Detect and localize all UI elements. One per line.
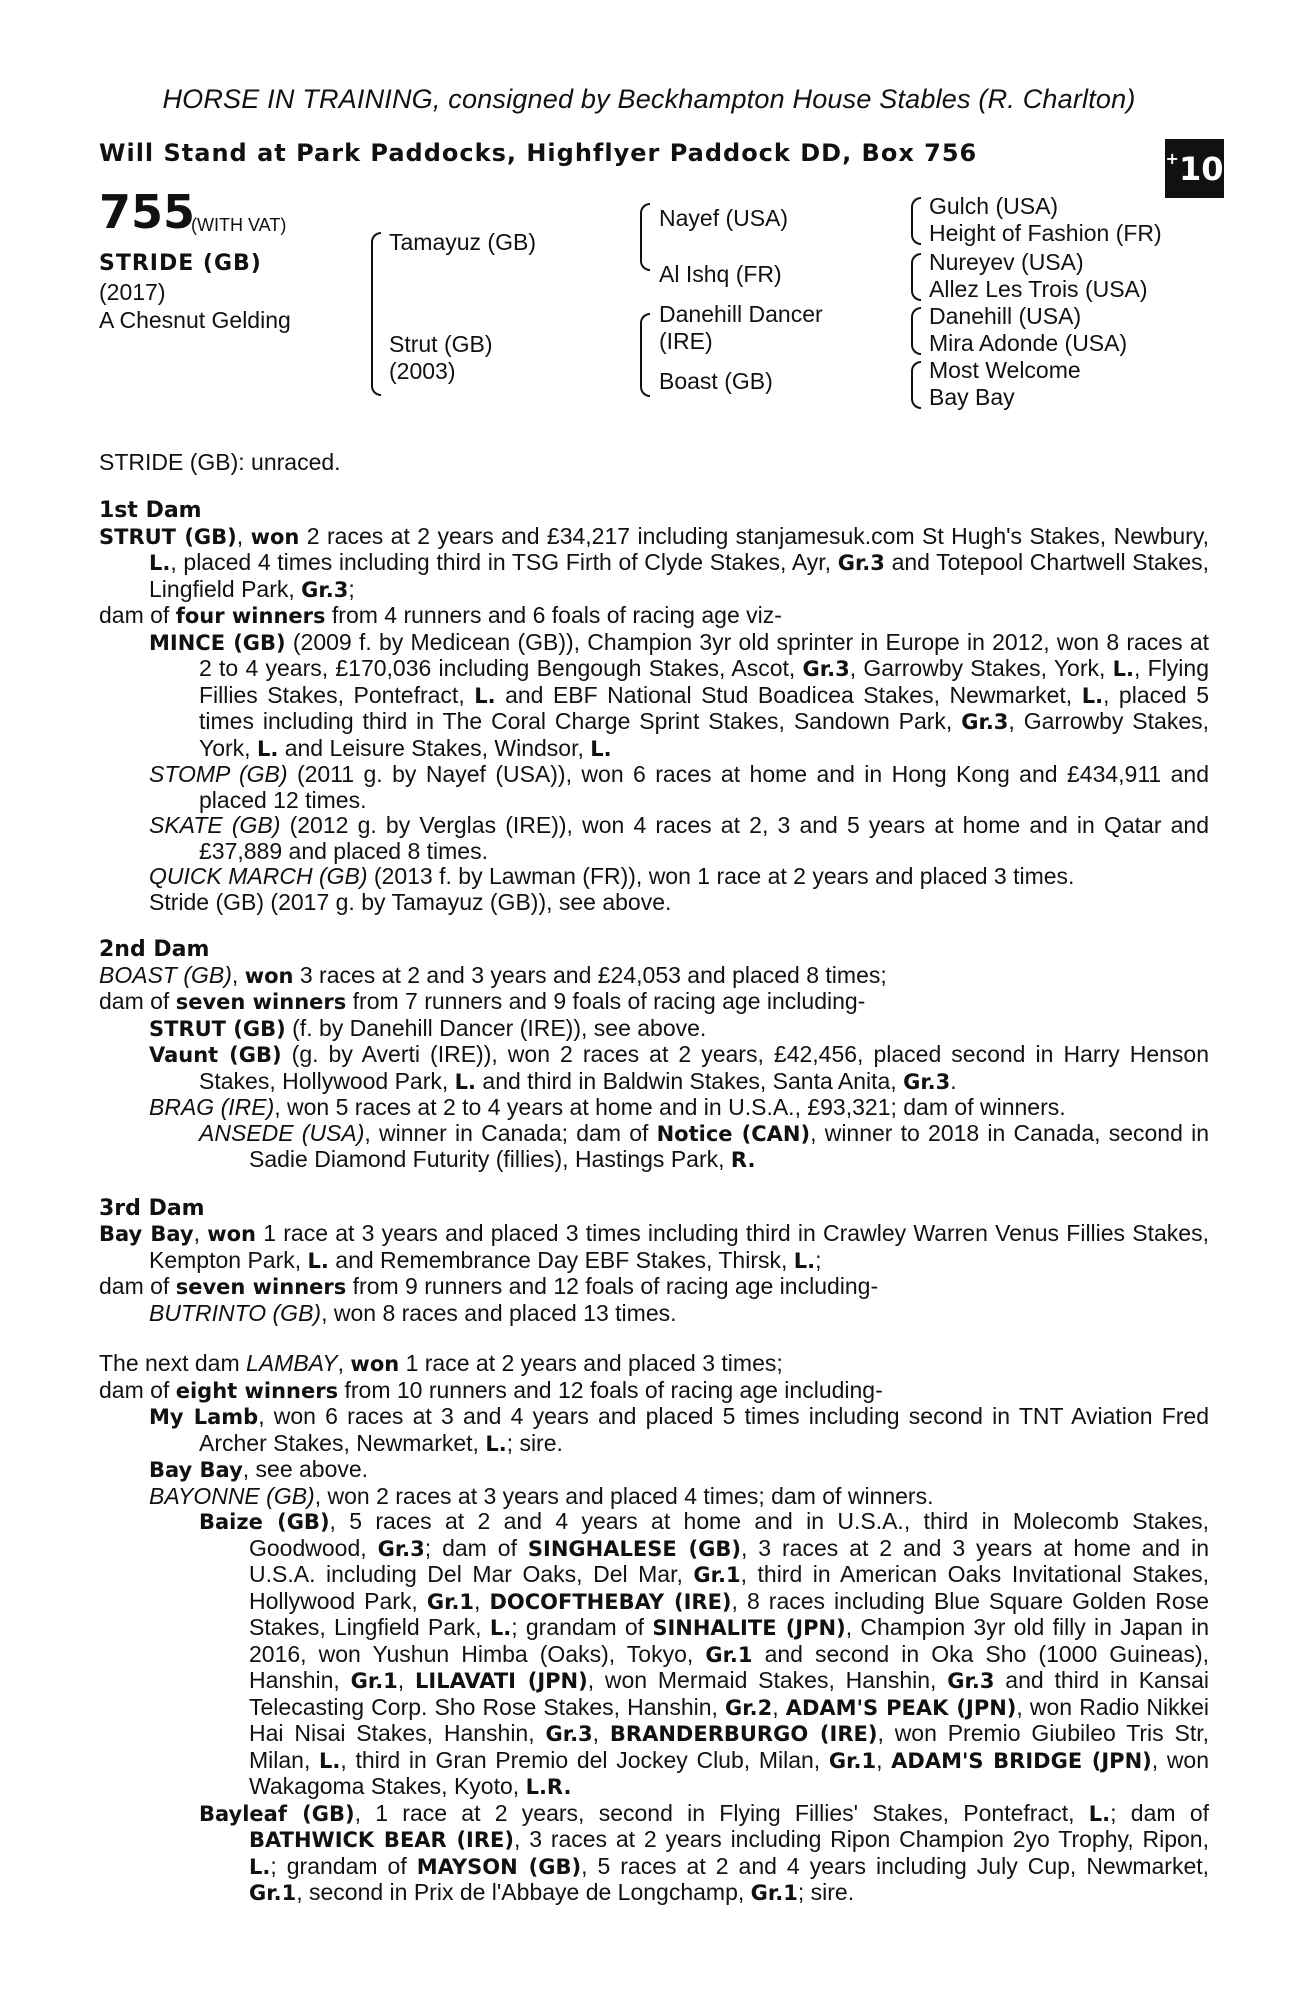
text-run: 1 race at 3 years and placed 3 times including third in Crawley Warren Venus Fillies Stakes, Kempton Park, <box>149 1220 1209 1273</box>
text-run: ; grandam of <box>511 1614 645 1640</box>
race-grade: L. <box>307 1248 329 1273</box>
ped-sss: Gulch (USA) <box>929 193 1059 219</box>
horse-year: (2017) <box>99 279 166 305</box>
next-dam-produce-summary <box>99 1378 1209 1405</box>
text-run: and Totepool Chartwell Stakes, Lingfield Park, <box>149 549 1210 602</box>
text-run: ANSEDE (USA) <box>199 1119 365 1146</box>
produce-bayleaf <box>99 1801 1209 1907</box>
race-grade: L. <box>1112 657 1135 681</box>
race-grade: L.R. <box>525 1775 572 1799</box>
text-run: dam of <box>99 1273 170 1299</box>
produce-ansede <box>99 1121 1209 1174</box>
text-run: , Flying Fillies Stakes, Pontefract, <box>199 655 1209 708</box>
text-run: , placed 5 times including third in The Coral Charge Sprint Stakes, Sandown Park, <box>199 681 1210 734</box>
text-run: , won Premio Giubileo Tris Str, Milan, <box>249 1720 1210 1773</box>
second-dam-produce-summary <box>99 989 1209 1016</box>
race-grade: L. <box>485 1431 507 1456</box>
ped-dsd: Mira Adonde (USA) <box>929 330 1128 356</box>
ped-dd: Boast (GB) <box>659 368 773 394</box>
text-run: SKATE (GB) <box>149 812 281 838</box>
punctuation: , <box>772 1693 779 1720</box>
text-run: , third in Gran Premio del Jockey Club, Milan, <box>340 1746 821 1773</box>
pedigree-table <box>99 185 1209 439</box>
consignor-line: HORSE IN TRAINING, consigned by Beckhampton House Stables (R. Charlton) <box>162 84 1136 114</box>
next-dam-intro <box>99 1351 1209 1378</box>
race-grade: Gr.3 <box>545 1722 593 1746</box>
text-run: , won 5 races at 2 to 4 years at home and in U.S.A., £93,321; dam of winners. <box>274 1094 1066 1120</box>
brace-dam <box>640 313 650 397</box>
race-grade: L. <box>474 683 496 708</box>
punctuation: , <box>231 961 239 988</box>
text-run: (2011 g. by Nayef (USA)), won 6 races at home and in Hong Kong and £434,911 and placed 12 times. <box>199 761 1210 813</box>
text-run: Notice (CAN) <box>656 1121 811 1146</box>
text-run: QUICK MARCH (GB) <box>149 863 368 889</box>
ped-ddd: Bay Bay <box>929 384 1015 410</box>
brace-gen1 <box>371 232 381 396</box>
text-run: Bayleaf (GB) <box>199 1801 355 1826</box>
text-run: , won 8 races and placed 13 times. <box>321 1299 677 1326</box>
text-run: DOCOFTHEBAY (IRE) <box>489 1589 732 1614</box>
text-run: , Champion 3yr old filly in Japan in 2016, won Yushun Himba (Oaks), Tokyo, <box>249 1614 1210 1667</box>
text-run: and second in Oka Sho (1000 Guineas), Hanshin, <box>249 1640 1210 1693</box>
text-run: My Lamb <box>149 1405 259 1429</box>
text-run: (2013 f. by Lawman (FR)), won 1 race at 2 years and placed 3 times. <box>373 863 1075 889</box>
text-run: seven winners <box>175 1275 347 1299</box>
text-run: SINHALITE (JPN) <box>652 1616 846 1640</box>
text-run: and Remembrance Day EBF Stakes, Thirsk, <box>335 1246 788 1273</box>
produce-butrinto <box>99 1301 1209 1327</box>
punctuation: , <box>236 522 244 549</box>
punctuation: . <box>950 1067 957 1094</box>
race-grade: Gr.1 <box>750 1881 798 1905</box>
race-grade: Gr.3 <box>377 1536 425 1561</box>
text-run: , won Mermaid Stakes, Hanshin, <box>587 1667 937 1693</box>
brace-ds <box>911 307 921 355</box>
ped-sdd: Allez Les Trois (USA) <box>929 276 1148 302</box>
text-run: , second in Prix de l'Abbaye de Longchamp, <box>296 1879 745 1905</box>
race-grade: L. <box>489 1616 512 1640</box>
produce-quick-march <box>99 864 1209 890</box>
punctuation: , <box>592 1720 600 1746</box>
race-grade: L. <box>590 736 612 761</box>
text-run: , winner in Canada; dam of <box>364 1119 649 1146</box>
produce-baize <box>99 1509 1209 1801</box>
vat-note: (WITH VAT) <box>191 215 287 235</box>
ped-ds-2: (IRE) <box>659 328 713 354</box>
text-run: (2012 g. by Verglas (IRE)), won 4 races at 2, 3 and 5 years at home and in Qatar and £37,889 and placed 8 times. <box>199 812 1210 864</box>
race-grade: Gr.3 <box>947 1669 995 1693</box>
race-grade: L. <box>793 1248 816 1273</box>
produce-brag <box>99 1095 1209 1121</box>
text-run: , won Radio Nikkei Hai Nisai Stakes, Hanshin, <box>249 1693 1210 1746</box>
text-run: and third in Baldwin Stakes, Santa Anita, <box>482 1067 897 1094</box>
second-dam-heading: 2nd Dam <box>99 937 210 962</box>
first-dam-heading: 1st Dam <box>99 498 202 523</box>
text-run: BAYONNE (GB) <box>149 1482 315 1509</box>
text-run: , winner to 2018 in Canada, second in Sadie Diamond Futurity (fillies), Hastings Park, <box>249 1119 1209 1172</box>
catalogue-page <box>99 84 1209 1907</box>
badge-plus: + <box>1165 149 1179 168</box>
text-run: Bay Bay <box>99 1222 194 1246</box>
text-run: won <box>207 1222 256 1246</box>
text-run: , see above. <box>242 1456 369 1482</box>
text-run: BATHWICK BEAR (IRE) <box>249 1828 514 1852</box>
third-dam-heading: 3rd Dam <box>99 1195 205 1221</box>
text-run: from 10 runners and 12 foals of racing age including- <box>344 1376 883 1403</box>
race-grade: L. <box>149 551 171 575</box>
text-run: , 3 races at 2 years including Ripon Champion 2yo Trophy, Ripon, <box>513 1826 1209 1852</box>
brace-ss <box>911 197 921 245</box>
ped-ds-1: Danehill Dancer <box>659 301 823 327</box>
race-grade: L. <box>249 1854 271 1879</box>
horse-name: STRIDE (GB) <box>99 251 262 276</box>
race-grade: Gr.3 <box>301 577 349 602</box>
text-run: , 8 races including Blue Square Golden Rose Stakes, Lingfield Park, <box>249 1587 1209 1640</box>
race-grade: L. <box>319 1748 341 1773</box>
race-grade: Gr.1 <box>705 1642 753 1667</box>
punctuation: , <box>474 1587 481 1614</box>
text-run: , Garrowby Stakes, York, <box>199 708 1209 761</box>
first-dam-section <box>99 498 1209 915</box>
text-run: BUTRINTO (GB) <box>149 1299 322 1326</box>
text-run: from 7 runners and 9 foals of racing age including- <box>352 988 866 1014</box>
ped-sd: Al Ishq (FR) <box>659 261 782 287</box>
brace-sire <box>640 203 650 271</box>
punctuation: , <box>193 1220 200 1246</box>
produce-strut <box>99 1016 1209 1043</box>
produce-my-lamb <box>99 1404 1209 1457</box>
second-dam-section <box>99 937 1209 1174</box>
third-dam-produce-summary <box>99 1274 1209 1301</box>
produce-stride: Stride (GB) (2017 g. by Tamayuz (GB)), see above. <box>149 888 672 915</box>
produce-stomp <box>99 762 1209 813</box>
text-run: , won Wakagoma Stakes, Kyoto, <box>249 1746 1210 1799</box>
text-run: The next dam <box>99 1350 240 1376</box>
text-run: won <box>350 1352 400 1376</box>
second-dam-intro <box>99 963 1209 990</box>
text-run: dam of <box>99 602 170 628</box>
race-grade: Gr.3 <box>903 1069 951 1094</box>
text-run: from 4 runners and 6 foals of racing age viz- <box>331 602 782 628</box>
lot-number: 755 <box>99 185 196 239</box>
text-run: LILAVATI (JPN) <box>415 1669 588 1693</box>
race-grade: Gr.3 <box>802 657 850 681</box>
text-run: , won 2 races at 3 years and placed 4 times; dam of winners. <box>314 1482 934 1509</box>
ped-ss: Nayef (USA) <box>659 205 789 231</box>
text-run: (f. by Danehill Dancer (IRE)), see above. <box>292 1014 707 1041</box>
text-run: (g. by Averti (IRE)), won 2 races at 2 years, £42,456, placed second in Harry Henson Stakes, Hollywood Park, <box>199 1041 1210 1094</box>
race-grade: L. <box>1088 1801 1111 1826</box>
race-grade: Gr.1 <box>693 1563 741 1587</box>
text-run: 2 races at 2 years and £34,217 including stanjamesuk.com St Hugh's Stakes, Newbury, <box>306 522 1210 549</box>
text-run: dam of <box>99 1376 170 1403</box>
text-run: , 1 race at 2 years, second in Flying Fillies' Stakes, Pontefract, <box>354 1799 1075 1826</box>
text-run: four winners <box>175 604 326 628</box>
ped-dss: Danehill (USA) <box>929 303 1082 329</box>
race-grade: Gr.1 <box>828 1748 877 1773</box>
text-run: , placed 4 times including third in TSG Firth of Clyde Stakes, Ayr, <box>170 549 832 575</box>
produce-bay-bay <box>99 1457 1209 1484</box>
text-run: ; sire. <box>506 1429 563 1456</box>
produce-bayonne <box>99 1484 1209 1510</box>
location-line: Will Stand at Park Paddocks, Highflyer Paddock DD, Box 756 <box>99 139 978 167</box>
text-run: , won 6 races at 3 and 4 years and placed 5 times including second in TNT Aviation Fred Archer Stakes, Newmarket, <box>199 1403 1209 1456</box>
text-run: Bay Bay <box>149 1458 243 1482</box>
text-run: STOMP (GB) <box>149 761 288 787</box>
race-grade: Gr.3 <box>837 551 885 575</box>
punctuation: , <box>337 1350 345 1376</box>
text-run: and third in Kansai Telecasting Corp. Sho Rose Stakes, Hanshin, <box>249 1667 1210 1720</box>
first-dam-intro <box>99 524 1209 604</box>
produce-vaunt <box>99 1042 1209 1095</box>
text-run: ; dam of <box>424 1534 517 1561</box>
ped-dam: Strut (GB) <box>389 331 493 357</box>
text-run: ADAM'S BRIDGE (JPN) <box>891 1748 1152 1773</box>
produce-skate <box>99 813 1209 864</box>
dam-name: STRUT (GB) <box>99 524 237 549</box>
text-run: ; grandam of <box>270 1852 407 1879</box>
text-run: and EBF National Stud Boadicea Stakes, Newmarket, <box>505 681 1073 708</box>
ped-ssd: Height of Fashion (FR) <box>929 220 1162 246</box>
text-run: LAMBAY <box>246 1350 338 1376</box>
punctuation: ; <box>348 575 355 602</box>
text-run: Vaunt (GB) <box>149 1043 282 1067</box>
race-grade: Gr.2 <box>725 1695 773 1720</box>
race-grade: Gr.1 <box>426 1589 475 1614</box>
race-grade: L. <box>1081 683 1104 708</box>
ped-sire: Tamayuz (GB) <box>389 229 536 255</box>
race-grade: Gr.3 <box>961 710 1009 734</box>
text-run: BRAG (IRE) <box>149 1094 275 1120</box>
punctuation: , <box>876 1746 883 1773</box>
punctuation: , <box>397 1667 405 1693</box>
text-run: ADAM'S PEAK (JPN) <box>785 1695 1017 1720</box>
text-run: won <box>250 524 300 549</box>
text-run: , 5 races at 2 and 4 years at home and in U.S.A., third in Molecomb Stakes, Goodwood, <box>249 1508 1209 1561</box>
race-grade: L. <box>256 736 279 761</box>
text-run: eight winners <box>175 1378 339 1403</box>
race-record: STRIDE (GB): unraced. <box>99 449 341 475</box>
text-run: STRUT (GB) <box>149 1016 286 1041</box>
text-run: and Leisure Stakes, Windsor, <box>284 734 584 761</box>
race-grade: R. <box>730 1148 756 1172</box>
brace-sd <box>911 253 921 301</box>
badge-number: 10 <box>1178 149 1224 188</box>
race-grade: Gr.1 <box>350 1669 398 1693</box>
text-run: 3 races at 2 and 3 years and £24,053 and placed 8 times; <box>299 961 887 988</box>
text-run: , 5 races at 2 and 4 years including July Cup, Newmarket, <box>581 1852 1210 1879</box>
third-dam-intro <box>99 1221 1209 1274</box>
first-dam-produce-summary <box>99 603 1209 630</box>
next-dam-section <box>99 1351 1209 1907</box>
brace-dd <box>911 361 921 409</box>
text-run: , Garrowby Stakes, York, <box>849 655 1106 681</box>
text-run: BRANDERBURGO (IRE) <box>609 1722 878 1746</box>
text-run: dam of <box>99 988 170 1014</box>
text-run: ; dam of <box>1110 1799 1209 1826</box>
race-grade: Gr.1 <box>249 1881 297 1905</box>
text-run: 1 race at 2 years and placed 3 times; <box>405 1350 783 1376</box>
text-run: , 3 races at 2 and 3 years at home and in U.S.A. including Del Mar Oaks, Del Mar, <box>249 1534 1210 1587</box>
third-dam-section <box>99 1196 1209 1327</box>
ped-dds: Most Welcome <box>929 357 1081 383</box>
text-run: won <box>244 963 294 988</box>
text-run: BOAST (GB) <box>99 961 232 988</box>
produce-mince <box>99 630 1209 763</box>
text-run: MAYSON (GB) <box>416 1854 582 1879</box>
text-run: SINGHALESE (GB) <box>527 1536 741 1561</box>
text-run: ; sire. <box>797 1879 855 1905</box>
text-run: , third in American Oaks Invitational Stakes, Hollywood Park, <box>249 1561 1210 1614</box>
ped-dam-year: (2003) <box>389 358 456 384</box>
text-run: from 9 runners and 12 foals of racing age including- <box>352 1273 879 1299</box>
text-run: Baize (GB) <box>199 1510 330 1534</box>
ped-sds: Nureyev (USA) <box>929 249 1084 275</box>
race-grade: L. <box>454 1069 477 1094</box>
horse-description: A Chesnut Gelding <box>99 307 291 333</box>
text-run: MINCE (GB) <box>149 630 286 655</box>
punctuation: ; <box>815 1246 822 1273</box>
text-run: seven winners <box>175 990 347 1014</box>
text-run: (2009 f. by Medicean (GB)), Champion 3yr old sprinter in Europe in 2012, won 8 races at 2 to 4 years, £170,036 including Bengough Stakes, Ascot, <box>199 628 1210 681</box>
